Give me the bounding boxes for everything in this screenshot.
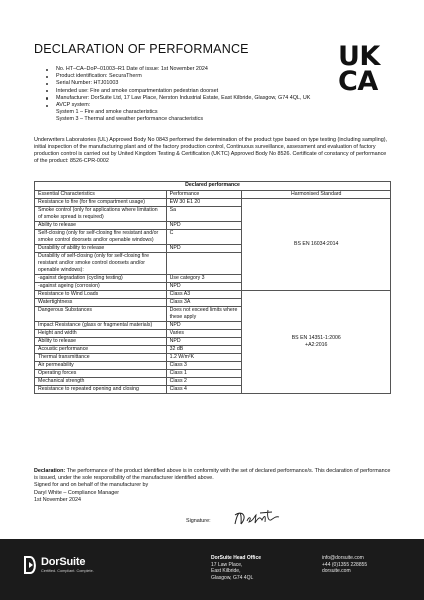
list-item: AVCP system: <box>44 102 394 109</box>
performance-cell: 32 dB <box>166 346 242 354</box>
signature-label: Signature: <box>186 518 211 524</box>
declaration-date: 1st November 2024 <box>34 496 82 503</box>
list-item: No. HT–CA–DoP–01003–R1 Date of issue: 1st November 2024 <box>44 66 394 73</box>
characteristic-cell: Resistance to fire (for fire compartment usage) <box>35 199 167 207</box>
address-line: East Kilbride, <box>211 568 241 575</box>
footer <box>0 539 424 600</box>
brand-logo <box>24 556 94 579</box>
standard-cell <box>242 291 391 394</box>
declaration-text: The performance of the product identified above is in conformity with the set of declared performance/s. This declaration of performance is issued, under the sole responsibility of the manufacturer identified above. <box>34 468 391 482</box>
characteristic-cell: Height and width <box>35 330 167 338</box>
characteristic-cell: Air permeability <box>35 362 167 370</box>
standard-line: +A2:2016 <box>305 342 328 348</box>
declaration-label: Declaration: <box>34 468 66 474</box>
bullet-icon <box>46 76 48 78</box>
performance-cell: Class 3 <box>166 362 242 370</box>
bullet-icon <box>46 97 48 99</box>
characteristic-cell: -against degradation (cycling testing) <box>35 275 167 283</box>
characteristic-cell: Operating forces <box>35 370 167 378</box>
avcp-system-1: System 1 – Fire and smoke characteristics <box>56 109 158 116</box>
characteristic-cell: Dangerous Substances <box>35 307 167 322</box>
performance-cell <box>166 253 242 275</box>
performance-table <box>34 181 391 394</box>
table-row <box>35 291 391 299</box>
certification-paragraph: Underwriters Laboratories (UL) Approved Body No 0843 performed the determination of the product type based on type testing (including sampling), initial inspection of the manufacturing plant and of the factory production control, Continuous surveillance, assessment and evaluation of factory production control is carried out by United Kingdom Testing & Certification (UKTC) Approved Body No 8526. Certificate of constancy of performance of the product: 8526-CPR-0002 <box>34 137 387 165</box>
performance-cell: Does not exceed limits where these apply <box>166 307 242 322</box>
declaration-statement <box>34 468 392 482</box>
list-item: Product identification: SecuraTherm <box>44 73 394 80</box>
table-title: Declared performance <box>35 182 391 191</box>
avcp-system-3: System 3 – Thermal and weather performance characteristics <box>56 116 204 123</box>
characteristic-cell: Watertightness <box>35 299 167 307</box>
characteristic-cell: Ability to release <box>35 222 167 230</box>
list-item: Manufacturer: DorSuite Ltd, 17 Law Place, Nerston Industrial Estate, East Kilbride, Glasgow, G74 4QL, UK <box>44 95 394 102</box>
characteristic-cell: Thermal transmittance <box>35 354 167 362</box>
ukca-logo-line-2: CA <box>338 66 378 97</box>
email-link[interactable]: info@dorsuite.com <box>322 555 364 561</box>
dorsuite-logo-icon <box>24 556 38 574</box>
characteristic-cell: Smoke control (only for applications where limitation of smoke spread is required) <box>35 207 167 222</box>
table-title-row <box>35 182 391 191</box>
characteristic-cell: Durability of self-closing (only for self-closing fire resistant and/or smoke control doorsets and/or openable windows): <box>35 253 167 275</box>
address-line: Glasgow, G74 4QL <box>211 574 254 581</box>
table-header-row <box>35 191 391 199</box>
office-heading: DorSuite Head Office <box>211 555 262 561</box>
performance-cell: Varies <box>166 330 242 338</box>
phone-number: +44 (0)1355 228855 <box>322 561 368 568</box>
performance-cell: C <box>166 230 242 245</box>
characteristic-cell: Durability of ability to release <box>35 245 167 253</box>
list-item: Intended use: Fire and smoke compartmentation pedestrian doorset <box>44 88 394 95</box>
standard-cell: BS EN 16034:2014 <box>242 199 391 291</box>
performance-cell: Class 2 <box>166 378 242 386</box>
performance-cell: NPD <box>166 322 242 330</box>
column-header: Performance <box>166 191 242 199</box>
standard-line: BS EN 14351-1:2006 <box>291 335 341 341</box>
column-header: Essential Characteristics <box>35 191 167 199</box>
performance-cell: Class 1 <box>166 370 242 378</box>
performance-cell: NPD <box>166 283 242 291</box>
characteristic-cell: Self-closing (only for self-closing fire resistant and/or smoke control doorsets and/or openable windows) <box>35 230 167 245</box>
performance-cell: NPD <box>166 338 242 346</box>
declaration-block <box>34 468 392 504</box>
page-title: DECLARATION OF PERFORMANCE <box>34 42 249 56</box>
column-header: Harmonised Standard <box>242 191 391 199</box>
product-details-list <box>44 66 394 124</box>
bullet-icon <box>46 69 48 71</box>
characteristic-cell: -against ageing (corrosion) <box>35 283 167 291</box>
bullet-icon <box>46 105 48 107</box>
signatory-name: Daryl White – Compliance Manager <box>34 489 120 496</box>
head-office-address <box>211 555 261 581</box>
bullet-icon <box>46 83 48 85</box>
performance-cell: Class 4 <box>166 386 242 394</box>
list-item: Serial Number: HTJ01003 <box>44 80 394 87</box>
brand-tagline: Certified. Compliant. Complete. <box>41 569 94 573</box>
address-line: 17 Law Place, <box>211 561 243 568</box>
brand-name: DorSuite <box>41 556 86 568</box>
bullet-icon <box>46 90 48 92</box>
performance-cell: NPD <box>166 222 242 230</box>
performance-cell: Class A3 <box>166 291 242 299</box>
characteristic-cell: Mechanical strength <box>35 378 167 386</box>
performance-cell: 1.2 W/m²K <box>166 354 242 362</box>
performance-cell: NPD <box>166 245 242 253</box>
ukca-logo-line-1: UK <box>338 41 380 72</box>
website-link[interactable]: dorsuite.com <box>322 568 351 575</box>
characteristic-cell: Impact Resistance (glass or fragmental materials) <box>35 322 167 330</box>
performance-cell: EW 30 E1 20 <box>166 199 242 207</box>
performance-cell: Sa <box>166 207 242 222</box>
table-row <box>35 199 391 207</box>
characteristic-cell: Acoustic performance <box>35 346 167 354</box>
performance-cell: Use category 3 <box>166 275 242 283</box>
contact-details <box>322 555 367 575</box>
signature-image <box>232 506 292 528</box>
characteristic-cell: Ability to release <box>35 338 167 346</box>
signed-for-text: Signed for and on behalf of the manufacturer by <box>34 482 149 489</box>
performance-cell: Class 3A <box>166 299 242 307</box>
characteristic-cell: Resistance to Wind Loads <box>35 291 167 299</box>
characteristic-cell: Resistance to repeated opening and closing <box>35 386 167 394</box>
